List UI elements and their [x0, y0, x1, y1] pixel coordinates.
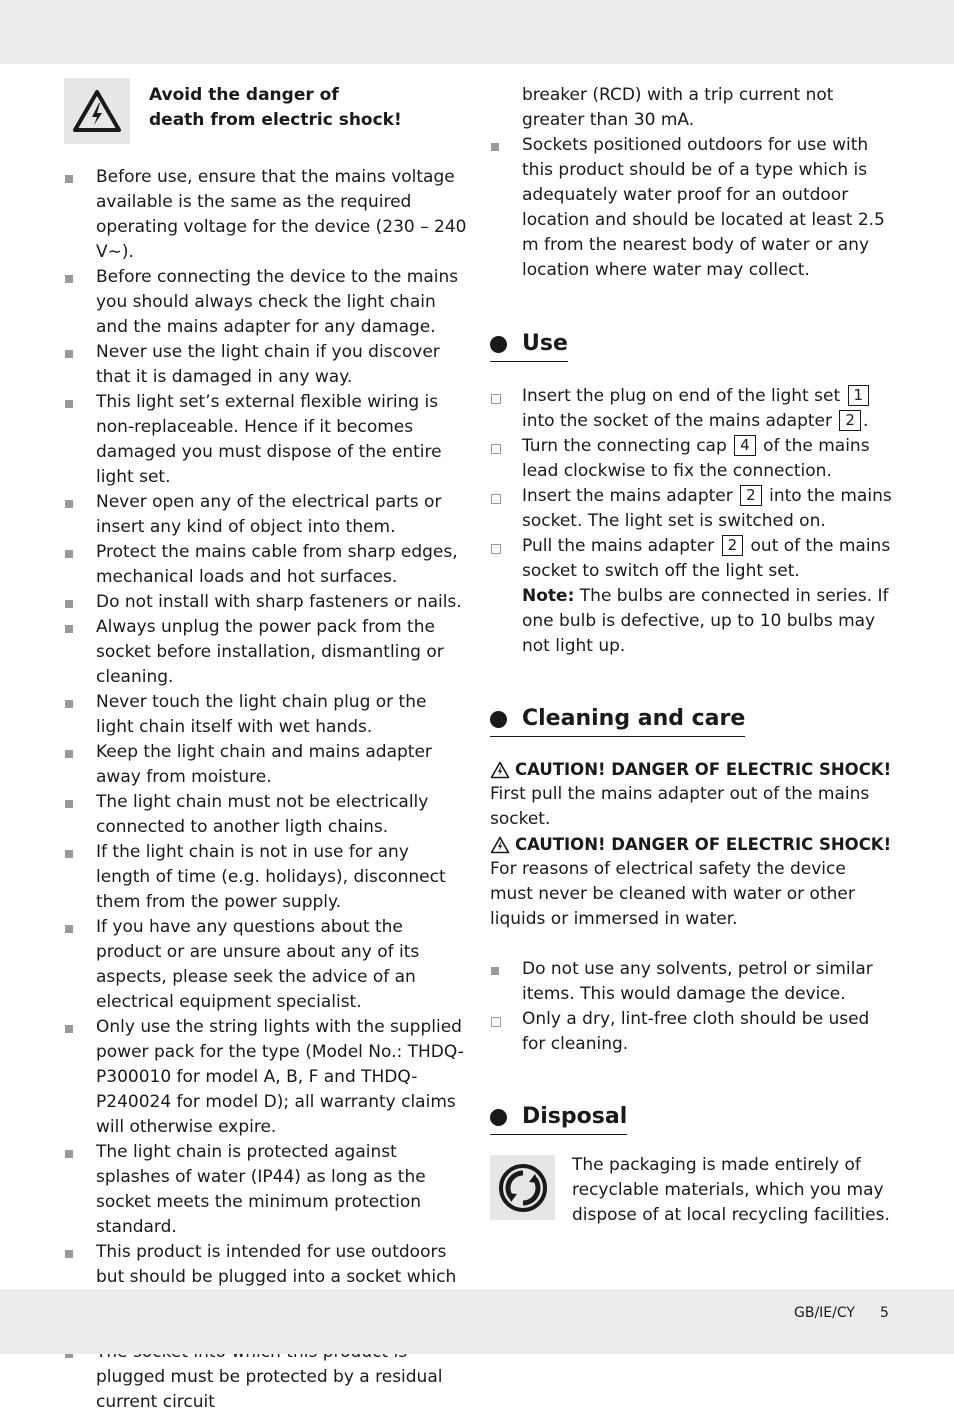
list-item: Do not install with sharp fasteners or nails. [64, 590, 468, 615]
warning-header [64, 83, 468, 151]
caution-text: CAUTION! DANGER OF ELECTRIC SHOCK! [515, 835, 892, 854]
list-item: Only a dry, lint-free cloth should be used for cleaning. [490, 1007, 894, 1057]
use-step [490, 434, 894, 484]
part-number: 4 [734, 435, 756, 456]
list-item: If the light chain is not in use for any length of time (e.g. holidays), disconnect them from the power supply. [64, 840, 468, 915]
step-text: into the mains socket. The light set is switched on. [522, 486, 892, 531]
green-dot-box [490, 1155, 555, 1220]
continued-text: breaker (RCD) with a trip current not greater than 30 mA. [522, 85, 834, 130]
footer-region: GB/IE/CY [794, 1305, 855, 1321]
section-title-disposal [490, 1102, 627, 1135]
cleaning-body [490, 757, 894, 932]
use-step [490, 534, 894, 584]
warning-title [149, 83, 402, 133]
step-text: Pull the mains adapter [522, 536, 715, 556]
use-step [490, 484, 894, 534]
list-item: Never use the light chain if you discover that it is damaged in any way. [64, 340, 468, 390]
step-text: into the socket of the mains adapter [522, 411, 833, 431]
use-section [490, 329, 894, 659]
step-text: Turn the connecting cap [522, 436, 727, 456]
list-item: Keep the light chain and mains adapter away from moisture. [64, 740, 468, 790]
caution-text: CAUTION! DANGER OF ELECTRIC SHOCK! [515, 760, 892, 779]
step-text: out of the mains socket to switch off the light set. [522, 536, 891, 581]
list-item: Always unplug the power pack from the socket before installation, dismantling or cleaning. [64, 615, 468, 690]
cleaning-title: Cleaning and care [522, 706, 746, 731]
list-item: This light set’s external flexible wiring is non-replaceable. Hence if it becomes damaged you must dispose of the entire light set. [64, 390, 468, 490]
cleaning-text: First pull the mains adapter out of the mains socket. [490, 784, 870, 829]
list-item: Never touch the light chain plug or the light chain itself with wet hands. [64, 690, 468, 740]
right-column [490, 83, 894, 1228]
warning-title-line1: Avoid the danger of [149, 85, 339, 105]
page-number: 5 [880, 1305, 889, 1321]
use-note [490, 584, 894, 659]
list-item: Protect the mains cable from sharp edges, mechanical loads and hot surfaces. [64, 540, 468, 590]
disposal-line: The packaging is made entirely of [572, 1155, 861, 1175]
warning-icon-box [64, 78, 130, 144]
cleaning-list [490, 957, 894, 1057]
electric-shock-warning-icon [72, 89, 122, 133]
list-item: plugged must be protected by a residual current circuit [64, 1340, 468, 1415]
step-text: . [862, 411, 869, 431]
disposal-title: Disposal [522, 1104, 628, 1129]
part-number: 1 [848, 385, 870, 406]
part-number: 2 [740, 485, 762, 506]
disposal-text [572, 1153, 890, 1228]
step-text: Insert the plug on end of the light set [522, 386, 841, 406]
bullet-dot-icon [490, 711, 507, 728]
disposal-body [490, 1153, 894, 1228]
bottom-band [0, 1289, 954, 1354]
list-item: Do not use any solvents, petrol or similar items. This would damage the device. [490, 957, 894, 1007]
caution-heading [490, 832, 894, 857]
list-item: Never open any of the electrical parts or insert any kind of object into them. [64, 490, 468, 540]
use-step [490, 384, 894, 434]
list-item: Sockets positioned outdoors for use with this product should be of a type which is adequately water proof for an outdoor location and should be located at least 2.5 m from the nearest body of water or any location where water may collect. [490, 133, 894, 283]
use-title: Use [522, 331, 568, 356]
note-text: The bulbs are connected in series. If one bulb is defective, up to 10 bulbs may not light up. [522, 586, 889, 656]
step-text: Insert the mains adapter [522, 486, 733, 506]
green-dot-recycling-icon [498, 1163, 548, 1213]
bullet-dot-icon [490, 1109, 507, 1126]
disposal-line: recyclable materials, which you may [572, 1180, 884, 1200]
bullet-dot-icon [490, 336, 507, 353]
use-steps [490, 384, 894, 584]
outdoor-socket-list [490, 133, 894, 283]
top-band [0, 0, 954, 64]
list-item: Only use the string lights with the supplied power pack for the type (Model No.: THDQ-P300010 for model A, B, F and THDQ-P240024 for model D); all warranty claims will otherwise expire. [64, 1015, 468, 1140]
list-item: This product is intended for use outdoors but should be plugged into a socket which [64, 1240, 468, 1340]
section-title-cleaning [490, 704, 745, 737]
list-item: If you have any questions about the product or are unsure about any of its aspects, please seek the advice of an electrical equipment specialist. [64, 915, 468, 1015]
part-number: 2 [722, 535, 744, 556]
safety-list [64, 165, 468, 1415]
warning-triangle-icon [490, 761, 510, 779]
section-title-use [490, 329, 568, 362]
cleaning-section [490, 704, 894, 1057]
step-text: of the mains lead clockwise to fix the connection. [522, 436, 870, 481]
note-label: Note: [522, 586, 575, 606]
list-item: The light chain must not be electrically connected to another ligth chains. [64, 790, 468, 840]
left-column [64, 83, 468, 1415]
list-item: Before use, ensure that the mains voltage available is the same as the required operating voltage for the device (230 – 240 V∼). [64, 165, 468, 265]
caution-heading [490, 757, 894, 782]
list-item: The light chain is protected against splashes of water (IP44) as long as the socket meets the minimum protection standard. [64, 1140, 468, 1240]
disposal-section [490, 1102, 894, 1228]
part-number: 2 [839, 410, 861, 431]
list-item: Before connecting the device to the mains you should always check the light chain and the mains adapter for any damage. [64, 265, 468, 340]
warning-title-line2: death from electric shock! [149, 110, 402, 130]
disposal-line: dispose of at local recycling facilities. [572, 1205, 890, 1225]
cleaning-text: For reasons of electrical safety the device must never be cleaned with water or other liquids or immersed in water. [490, 859, 855, 929]
warning-triangle-icon [490, 836, 510, 854]
